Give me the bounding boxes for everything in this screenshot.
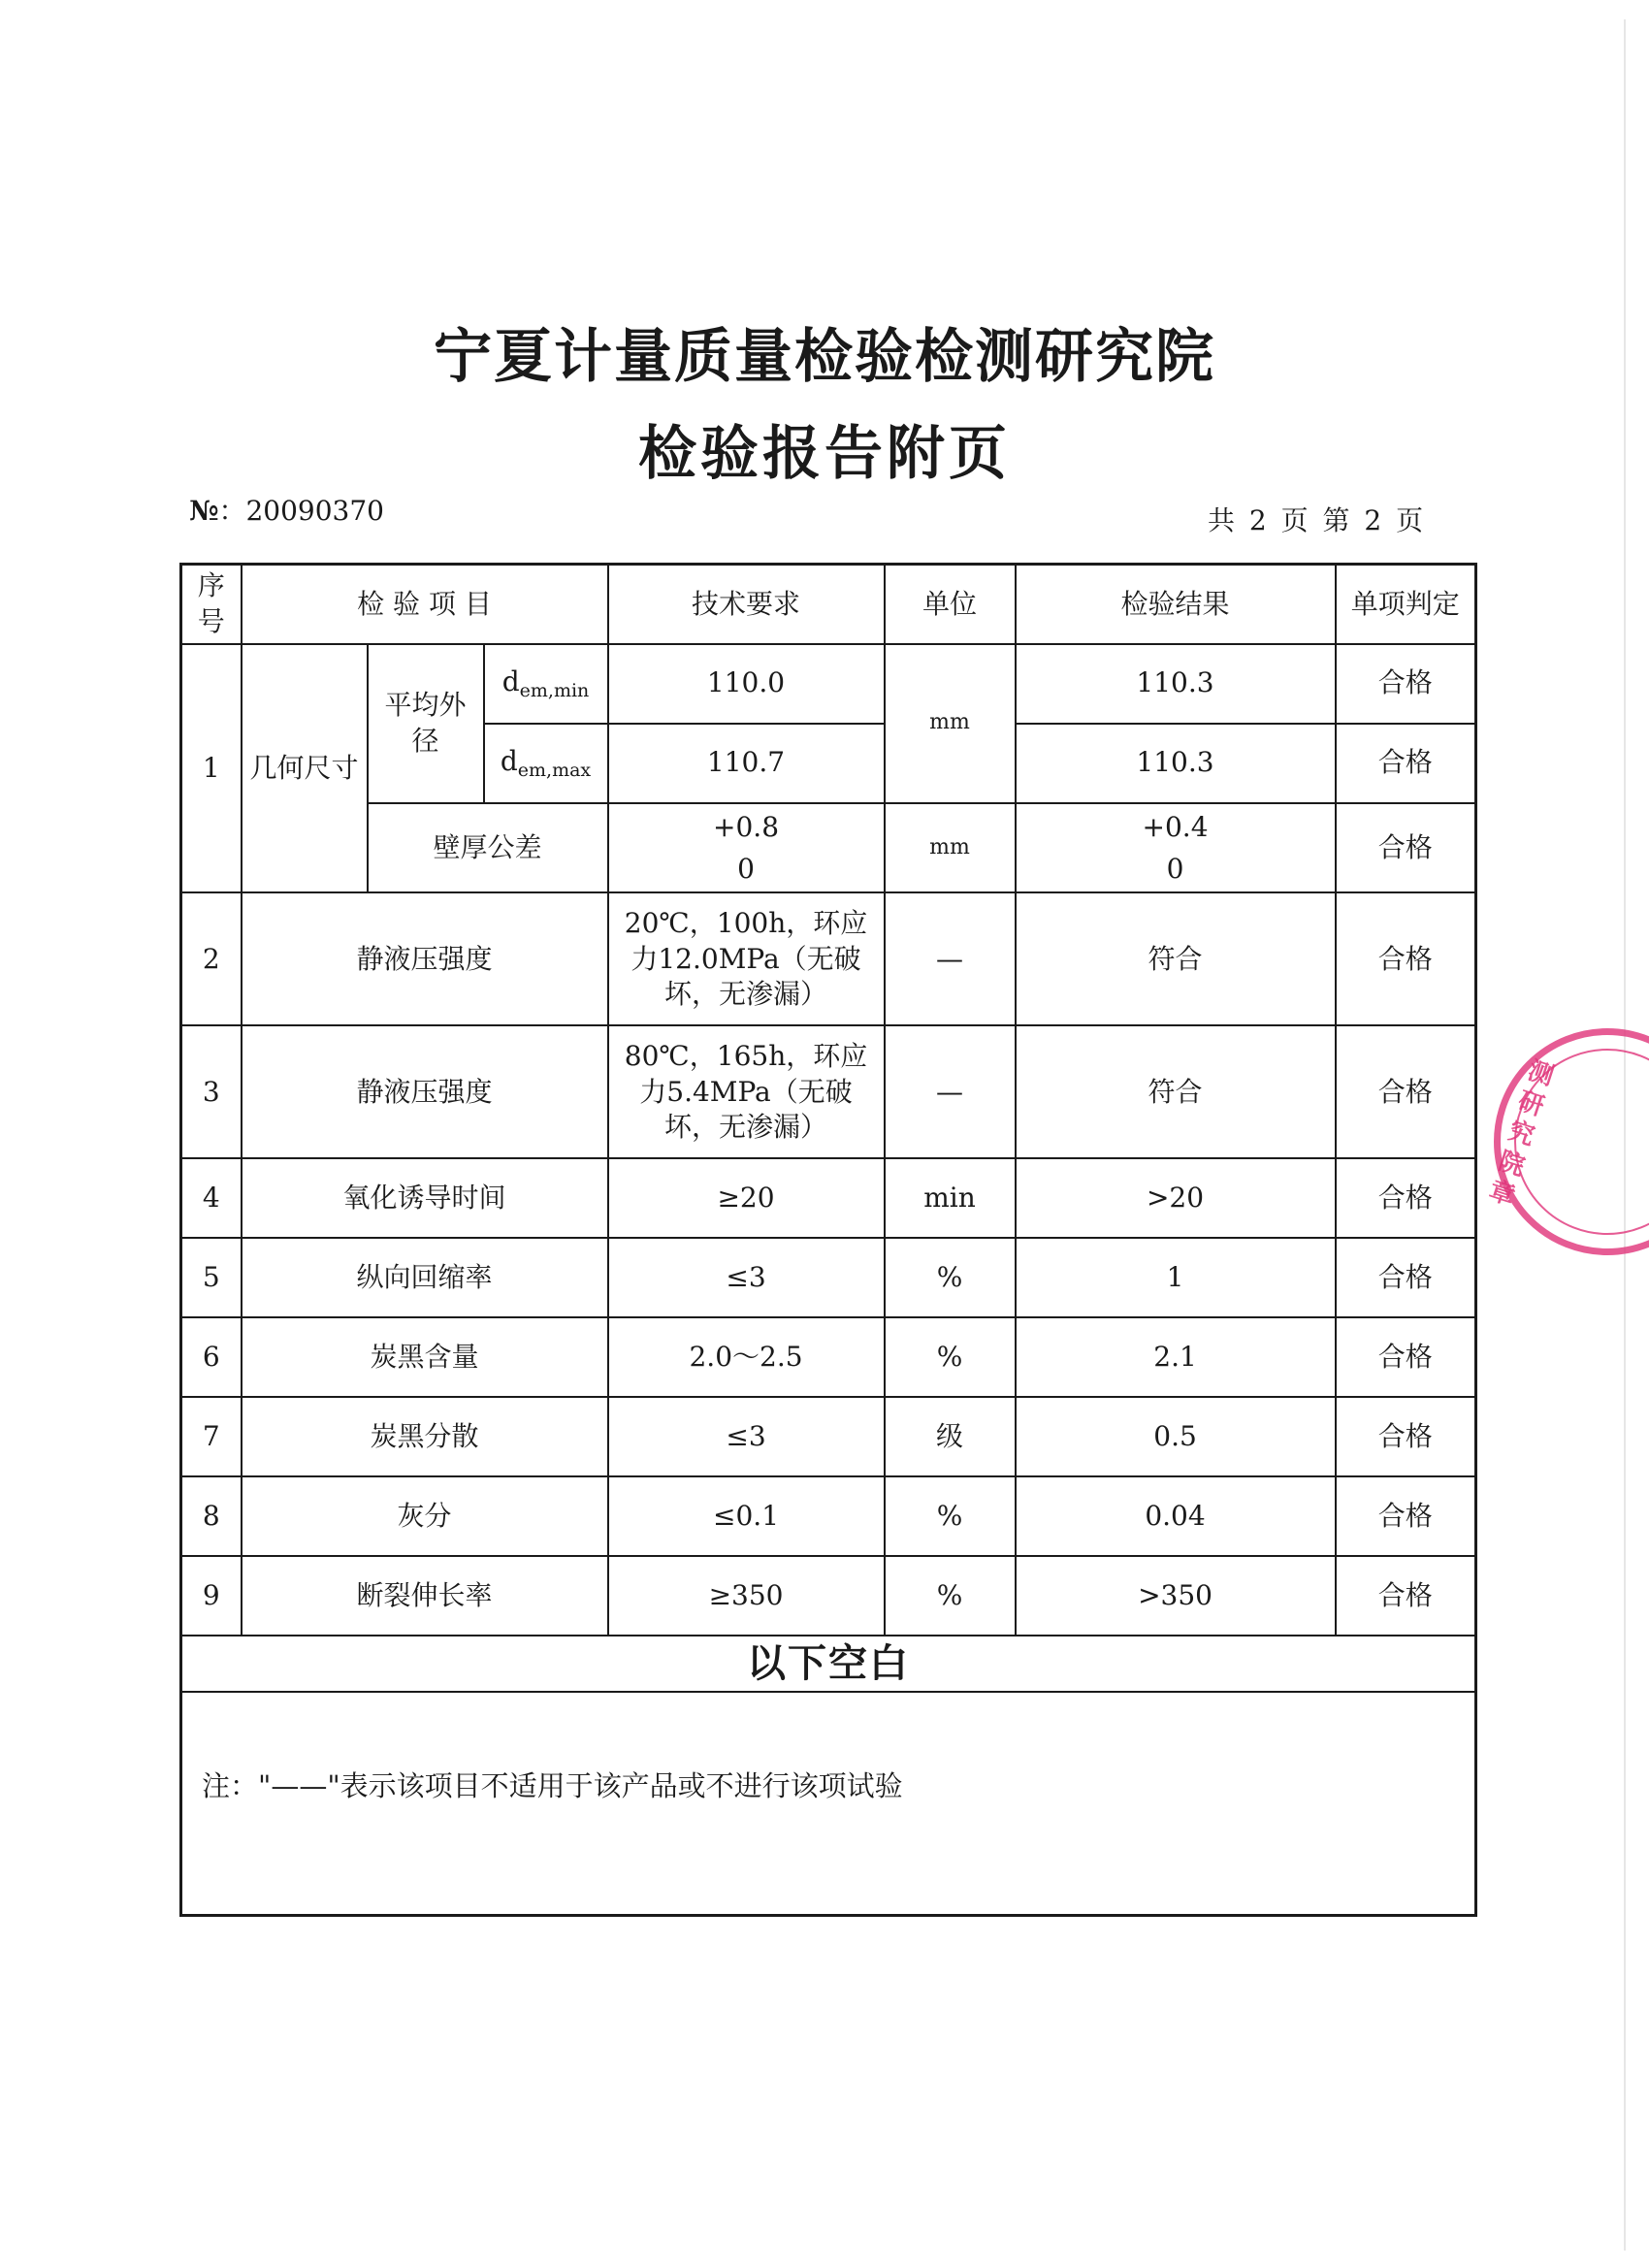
row1-wall-verdict: 合格 — [1336, 803, 1476, 893]
row1-max-result: 110.3 — [1016, 724, 1336, 803]
table-row — [181, 1317, 1476, 1397]
header-requirement: 技术要求 — [608, 565, 885, 644]
row-verdict: 合格 — [1336, 1476, 1476, 1556]
row1-wall-requirement — [608, 803, 885, 893]
table-row — [181, 1158, 1476, 1238]
institute-title: 宁夏计量质量检验检测研究院 — [434, 323, 1215, 391]
row1-seq: 1 — [181, 644, 242, 893]
table-row — [181, 1025, 1476, 1158]
report-number-value: 20090370 — [245, 495, 384, 527]
row-unit: % — [885, 1476, 1016, 1556]
row1-min-requirement: 110.0 — [608, 644, 885, 724]
row1-wall-result — [1016, 803, 1336, 893]
header-seq: 序号 — [181, 565, 242, 644]
row1-min-result: 110.3 — [1016, 644, 1336, 724]
row-requirement: 80℃，165h，环应力5.4MPa（无破坏，无渗漏） — [608, 1025, 885, 1158]
row-requirement: ≥20 — [608, 1158, 885, 1238]
row1-subitem: 平均外径 — [368, 644, 484, 803]
row1-wall-res-upper: +0.4 — [1142, 810, 1209, 843]
row-seq: 6 — [181, 1317, 242, 1397]
row-seq: 5 — [181, 1238, 242, 1317]
row-item: 静液压强度 — [242, 1025, 608, 1158]
row-item: 炭黑分散 — [242, 1397, 608, 1476]
row-seq: 7 — [181, 1397, 242, 1476]
row-unit: % — [885, 1238, 1016, 1317]
header-result: 检验结果 — [1016, 565, 1336, 644]
row-verdict: 合格 — [1336, 1317, 1476, 1397]
row-requirement: ≤3 — [608, 1238, 885, 1317]
table-row — [181, 1556, 1476, 1636]
row-requirement: 2.0～2.5 — [608, 1317, 885, 1397]
inspection-table — [179, 563, 1477, 1917]
row-requirement: ≥350 — [608, 1556, 885, 1636]
header-verdict: 单项判定 — [1336, 565, 1476, 644]
row-result: 符合 — [1016, 1025, 1336, 1158]
row-requirement: ≤0.1 — [608, 1476, 885, 1556]
row-unit: — — [885, 1025, 1016, 1158]
row-unit: 级 — [885, 1397, 1016, 1476]
row-item: 氧化诱导时间 — [242, 1158, 608, 1238]
note-text: 注："——"表示该项目不适用于该产品或不进行该项试验 — [181, 1692, 1476, 1915]
report-number-label: № — [189, 495, 219, 527]
row1-max-verdict: 合格 — [1336, 724, 1476, 803]
row-verdict: 合格 — [1336, 1397, 1476, 1476]
table-row — [181, 644, 1476, 724]
row1-category: 几何尺寸 — [242, 644, 368, 893]
table-row — [181, 1238, 1476, 1317]
row-unit: — — [885, 892, 1016, 1025]
row1-wall-item: 壁厚公差 — [368, 803, 608, 893]
row-seq: 2 — [181, 892, 242, 1025]
row-item: 纵向回缩率 — [242, 1238, 608, 1317]
row1-wall-req-upper: +0.8 — [713, 810, 780, 843]
row1-wall-req-lower: 0 — [737, 852, 755, 885]
official-seal-text: 测研究院章 — [1485, 1055, 1558, 1212]
table-row — [181, 1476, 1476, 1556]
table-header-row — [181, 565, 1476, 644]
row-requirement: ≤3 — [608, 1397, 885, 1476]
row-seq: 4 — [181, 1158, 242, 1238]
row1-wall-res-lower: 0 — [1166, 852, 1184, 885]
row-result: >20 — [1016, 1158, 1336, 1238]
row-verdict: 合格 — [1336, 1158, 1476, 1238]
row1-diam-unit: mm — [885, 644, 1016, 803]
table-row — [181, 1397, 1476, 1476]
row-result: 1 — [1016, 1238, 1336, 1317]
row-requirement: 20℃，100h，环应力12.0MPa（无破坏，无渗漏） — [608, 892, 885, 1025]
row-verdict: 合格 — [1336, 1025, 1476, 1158]
row-seq: 9 — [181, 1556, 242, 1636]
header-item: 检 验 项 目 — [242, 565, 608, 644]
row1-min-label — [484, 644, 608, 724]
row-seq: 8 — [181, 1476, 242, 1556]
blank-marker: 以下空白 — [181, 1636, 1476, 1692]
row-unit: min — [885, 1158, 1016, 1238]
row-result: >350 — [1016, 1556, 1336, 1636]
note-row — [181, 1692, 1476, 1915]
row1-wall-unit: mm — [885, 803, 1016, 893]
row-verdict: 合格 — [1336, 892, 1476, 1025]
report-title: 检验报告附页 — [638, 420, 1011, 488]
row-item: 灰分 — [242, 1476, 608, 1556]
row-unit: % — [885, 1317, 1016, 1397]
table-row — [181, 892, 1476, 1025]
report-number: №：20090370 — [189, 495, 384, 527]
row1-max-label — [484, 724, 608, 803]
row-item: 断裂伸长率 — [242, 1556, 608, 1636]
row1-max-label-sub: em,max — [517, 759, 592, 781]
page-count: 共 2 页 第 2 页 — [1208, 504, 1424, 536]
row-verdict: 合格 — [1336, 1556, 1476, 1636]
row1-max-label-main: d — [500, 744, 518, 777]
blank-row — [181, 1636, 1476, 1692]
row-result: 0.04 — [1016, 1476, 1336, 1556]
header-unit: 单位 — [885, 565, 1016, 644]
row-seq: 3 — [181, 1025, 242, 1158]
table-row — [181, 803, 1476, 893]
row-result: 符合 — [1016, 892, 1336, 1025]
row-item: 静液压强度 — [242, 892, 608, 1025]
row-result: 2.1 — [1016, 1317, 1336, 1397]
row-result: 0.5 — [1016, 1397, 1336, 1476]
row1-max-requirement: 110.7 — [608, 724, 885, 803]
row-verdict: 合格 — [1336, 1238, 1476, 1317]
row1-min-label-main: d — [501, 664, 520, 697]
row-item: 炭黑含量 — [242, 1317, 608, 1397]
row1-min-verdict: 合格 — [1336, 644, 1476, 724]
row-unit: % — [885, 1556, 1016, 1636]
row1-min-label-sub: em,min — [519, 679, 590, 701]
